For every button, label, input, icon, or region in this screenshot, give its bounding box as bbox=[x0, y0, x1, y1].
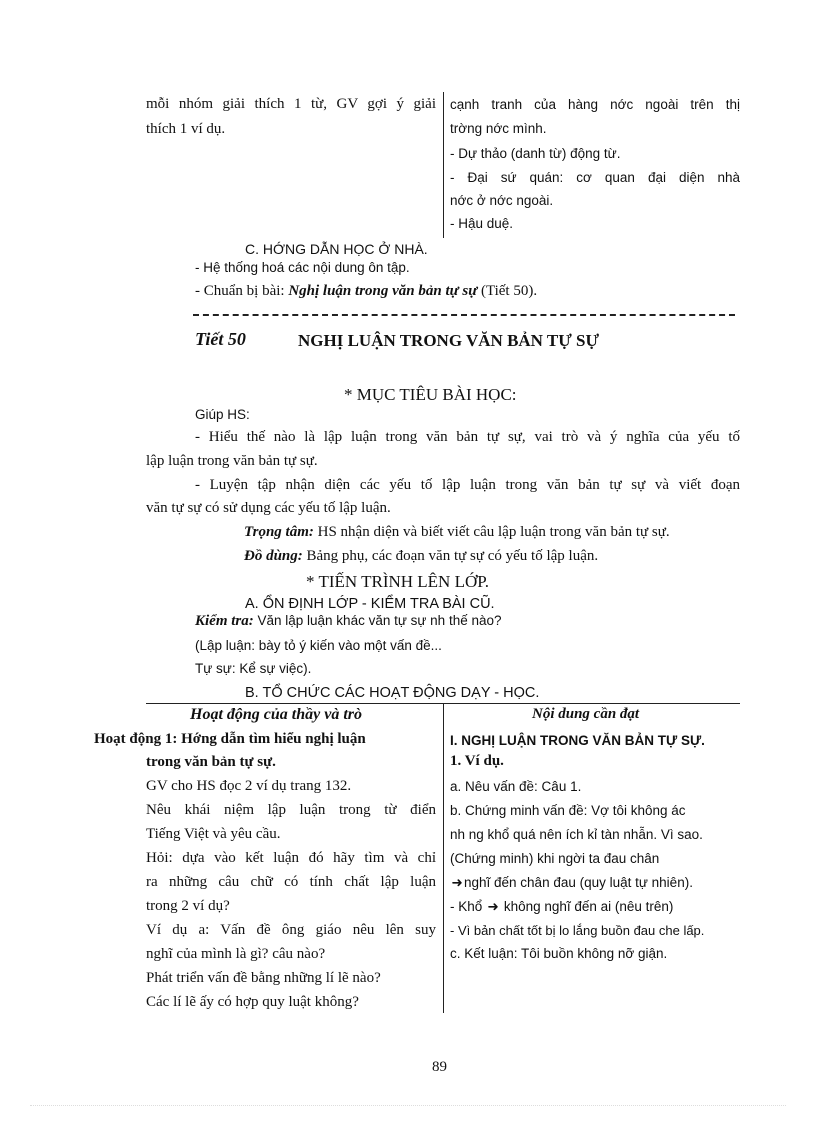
top-table-divider bbox=[443, 92, 444, 238]
objectives-intro: Giúp HS: bbox=[195, 407, 250, 422]
left-line-5: ra những câu chữ có tính chất lập luận bbox=[146, 874, 436, 890]
right-line-7: - Vì bản chất tốt bị lo lắng buồn đau che lấp. bbox=[450, 923, 705, 938]
left-line-1: GV cho HS đọc 2 ví dụ trang 132. bbox=[146, 778, 352, 794]
right-line-1: a. Nêu vấn đề: Câu 1. bbox=[450, 779, 582, 794]
top-left-line-2: thích 1 ví dụ. bbox=[146, 121, 226, 137]
focus-line bbox=[244, 524, 670, 541]
right-line-5-text: nghĩ đến chân đau (quy luật tự nhiên). bbox=[464, 875, 693, 890]
top-right-line-3: - Dự thảo (danh từ) động từ. bbox=[450, 146, 621, 161]
top-left-line-1: mỗi nhóm giải thích 1 từ, GV gợi ý giải bbox=[146, 96, 436, 112]
right-line-5 bbox=[450, 875, 693, 891]
arrow-icon: ➜ bbox=[487, 899, 499, 914]
check-label: Kiểm tra: bbox=[195, 613, 254, 629]
check-question: Văn lập luận khác văn tự sự nh thế nào? bbox=[253, 613, 502, 628]
right-line-4: (Chứng minh) khi ngời ta đau chân bbox=[450, 851, 660, 866]
focus-text: HS nhận diện và biết viết câu lập luận trong văn bản tự sự. bbox=[313, 524, 670, 540]
top-right-line-2: trờng nớc mình. bbox=[450, 121, 547, 136]
right-line-8: c. Kết luận: Tôi buồn không nỡ giận. bbox=[450, 946, 668, 961]
process-heading: * TIẾN TRÌNH LÊN LỚP. bbox=[306, 572, 490, 591]
top-right-line-5: nớc ở nớc ngoài. bbox=[450, 193, 554, 208]
check-line bbox=[195, 613, 502, 630]
prepare-lesson-title: Nghị luận trong văn bản tự sự bbox=[288, 283, 478, 299]
right-line-6 bbox=[450, 899, 673, 915]
left-line-4: Hỏi: dựa vào kết luận đó hãy tìm và chỉ bbox=[146, 850, 436, 866]
objective-2-line-2: văn tự sự có sử dụng các yếu tố lập luận. bbox=[146, 500, 391, 516]
right-section-title: I. NGHỊ LUẬN TRONG VĂN BẢN TỰ SỰ. bbox=[450, 733, 705, 748]
process-a-heading: A. ỔN ĐỊNH LỚP - KIỂM TRA BÀI CŨ. bbox=[245, 596, 495, 612]
top-right-line-6: - Hậu duệ. bbox=[450, 216, 514, 231]
tools-line bbox=[244, 548, 598, 565]
footer-rule bbox=[30, 1105, 786, 1106]
left-line-9: Phát triển vấn đề bằng những lí lẽ nào? bbox=[146, 970, 381, 986]
arrow-icon: ➜ bbox=[451, 875, 463, 890]
section-separator bbox=[193, 314, 735, 316]
objective-1-line-2: lập luận trong văn bản tự sự. bbox=[146, 453, 318, 469]
left-line-7: Ví dụ a: Vấn đề ông giáo nêu lên suy bbox=[146, 922, 436, 938]
col-left-header: Hoạt động của thầy và trò bbox=[190, 706, 363, 723]
tools-text: Bảng phụ, các đoạn văn tự sự có yếu tố lập luận. bbox=[302, 548, 599, 564]
right-line-6-text: không nghĩ đến ai (nêu trên) bbox=[503, 899, 674, 914]
left-line-3: Tiếng Việt và yêu cầu. bbox=[146, 826, 281, 842]
focus-label: Trọng tâm: bbox=[244, 524, 314, 540]
objective-1-line-1: - Hiểu thế nào là lập luận trong văn bản tự sự, vai trò và ý nghĩa của yếu tố bbox=[195, 429, 740, 445]
right-line-2: b. Chứng minh vấn đề: Vợ tôi không ác bbox=[450, 803, 686, 818]
activity-table-divider bbox=[443, 703, 444, 1013]
section-c-line-1: - Hệ thống hoá các nội dung ôn tập. bbox=[195, 260, 410, 275]
objective-2-line-1: - Luyện tập nhận diện các yếu tố lập luận trong văn bản tự sự và viết đoạn bbox=[195, 477, 740, 493]
right-example-title: 1. Ví dụ. bbox=[450, 753, 504, 769]
prepare-prefix: - Chuẩn bị bài: bbox=[195, 283, 289, 299]
tools-label: Đồ dùng: bbox=[244, 548, 303, 564]
check-answer-2: Tự sự: Kể sự việc). bbox=[195, 661, 312, 676]
left-line-2: Nêu khái niệm lập luận trong từ điển bbox=[146, 802, 436, 818]
top-right-line-4: - Đại sứ quán: cơ quan đại diện nhà bbox=[450, 170, 740, 185]
left-line-8: nghĩ của mình là gì? câu nào? bbox=[146, 946, 326, 962]
process-b-heading: B. TỔ CHỨC CÁC HOẠT ĐỘNG DẠY - HỌC. bbox=[245, 685, 540, 701]
right-line-3: nh ng khổ quá nên ích kỉ tàn nhẫn. Vì sao. bbox=[450, 827, 703, 842]
prepare-suffix: (Tiết 50). bbox=[477, 283, 538, 299]
page-number: 89 bbox=[432, 1059, 447, 1075]
lesson-title: NGHỊ LUẬN TRONG VĂN BẢN TỰ SỰ bbox=[298, 331, 600, 350]
activity-1-title-line-1: Hoạt động 1: Hớng dẫn tìm hiểu nghị luận bbox=[94, 731, 366, 747]
left-line-6: trong 2 ví dụ? bbox=[146, 898, 230, 914]
activity-1-title-line-2: trong văn bản tự sự. bbox=[146, 754, 276, 770]
col-right-header: Nội dung cần đạt bbox=[532, 706, 640, 722]
lesson-period: Tiết 50 bbox=[195, 329, 246, 349]
top-right-line-1: cạnh tranh của hàng nớc ngoài trên thị bbox=[450, 97, 740, 112]
section-c-line-2 bbox=[195, 283, 537, 300]
right-line-6-prefix: - Khổ bbox=[450, 899, 483, 914]
left-line-10: Các lí lẽ ấy có hợp quy luật không? bbox=[146, 994, 359, 1010]
section-c-heading: C. HỚNG DẪN HỌC Ở NHÀ. bbox=[245, 241, 428, 257]
check-answer-1: (Lập luận: bày tỏ ý kiến vào một vấn đề... bbox=[195, 638, 442, 653]
objectives-heading: * MỤC TIÊU BÀI HỌC: bbox=[344, 385, 517, 404]
